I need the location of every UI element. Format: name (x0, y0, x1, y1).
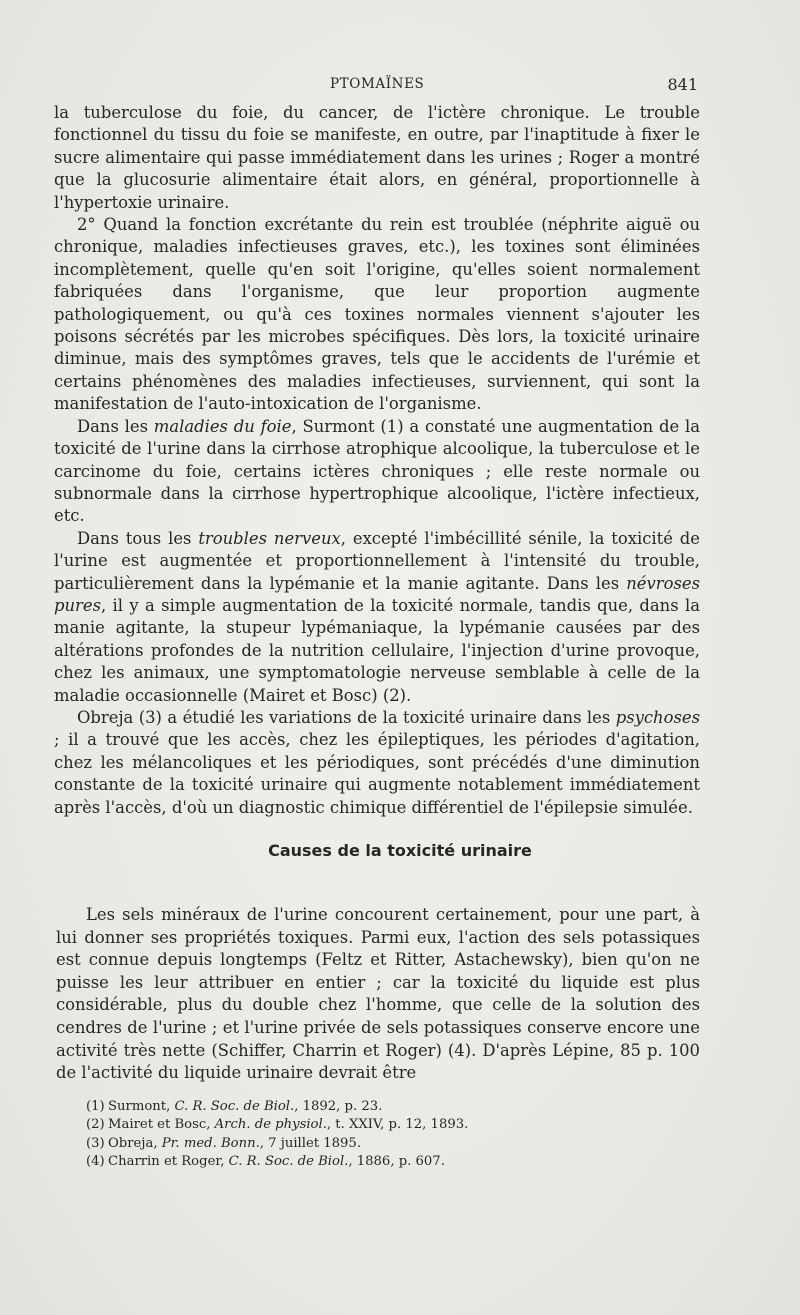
footnote-text: , 1892, p. 23. (294, 1099, 383, 1114)
paragraph-text: Obreja (3) a étudié les variations de la toxicité urinaire dans les (77, 707, 616, 727)
body-text (54, 102, 700, 819)
paragraph-text: 2° Quand la fonction excrétante du rein est troublée (néphrite aiguë ou chronique, maladies infectieuses graves, etc.), les toxines sont éliminées incomplètement, quelle qu'en soit l'origine, qu'elles soient normalement fabriquées dans l'organisme, que leur proportion augmente pathologiquement, ou qu'à ces toxines normales viennent s'ajouter les poisons sécrétés par les microbes spécifiques. Dès lors, la toxicité urinaire diminue, mais des symptômes graves, tels que le accidents de l'urémie et certains phénomènes des maladies infectieuses, surviennent, qui sont la manifestation de l'auto-intoxication de l'organisme. (54, 215, 700, 414)
italic-term: névroses pures (54, 573, 700, 615)
paragraph (54, 528, 700, 707)
footnote-text: Charrin et Roger, (108, 1153, 229, 1169)
footnote-source: Arch. de physiol. (214, 1117, 327, 1133)
footnote-text: , t. XXIV, p. 12, 1893. (326, 1117, 469, 1133)
running-head (52, 76, 698, 96)
footnote-number: (3) (86, 1135, 105, 1151)
paragraph (54, 102, 700, 214)
footnote-number: (4) (86, 1153, 105, 1169)
paragraph-text: Les sels minéraux de l'urine concourent certainement, pour une part, à lui donner ses propriétés toxiques. Parmi eux, l'action des sels potassiques est connue depuis longtemps (Feltz et Ritter, Astachewsky), bien qu'on ne puisse les leur attribuer en entier ; car la toxicité du liquide est plus considérable, plus du double chez l'homme, que celle de la solution des cendres de l'urine ; et l'urine privée de sels potassiques conserve encore une activité très nette (Schiffer, Charrin et Roger) (4). D'après Lépine, 85 p. 100 de l'activité du liquide urinaire devrait être (56, 905, 700, 1083)
footnote-number: (1) (86, 1099, 105, 1114)
footnote-text: , 7 juillet 1895. (259, 1135, 362, 1151)
italic-term: maladies du foie (153, 416, 292, 436)
footnote (86, 1116, 686, 1134)
footnotes (86, 1098, 686, 1171)
paragraph-text: , excepté l'imbécillité sénile, la toxicité de l'urine est augmentée et proportionnellement à l'intensité du trouble, particulièrement dans la lypémanie et la manie agitante. Dans les (54, 528, 700, 593)
paragraph-text: , il y a simple augmentation de la toxicité normale, tandis que, dans la manie agitante, la stupeur lypémaniaque, la lypémanie causées par des altérations profondes de la nutrition cellulaire, l'injection d'urine provoque, chez les animaux, une symptomatologie nerveuse semblable à celle de la maladie occasionnelle (Mairet et Bosc) (2). (54, 595, 700, 705)
paragraph (54, 416, 700, 528)
running-title: PTOMAÏNES (330, 76, 425, 92)
paragraph (54, 707, 700, 819)
paragraph-text: la tuberculose du foie, du cancer, de l'ictère chronique. Le trouble fonctionnel du tissu du foie se manifeste, en outre, par l'inaptitude à fixer le sucre alimentaire qui passe immédiatement dans les urines ; Roger a montré que la glucosurie alimentaire était alors, en général, proportionnelle à l'hypertoxie urinaire. (54, 103, 700, 212)
footnote-text: Obreja, (108, 1135, 162, 1151)
footnote-text: , 1886, p. 607. (348, 1153, 445, 1169)
footnote-source: C. R. Soc. de Biol. (174, 1099, 295, 1114)
paragraph-text: ; il a trouvé que les accès, chez les épileptiques, les périodes d'agitation, chez les mélancoliques et les périodiques, sont précédés d'une diminution constante de la toxicité urinaire qui augmente notablement immédiatement après l'accès, d'où un diagnostic chimique différentiel de l'épilepsie simulée. (54, 730, 700, 817)
footnote-text: Surmont, (108, 1099, 175, 1114)
paragraph-text: Dans les (77, 416, 154, 436)
footnote (86, 1153, 686, 1171)
section-body-text (56, 904, 700, 1085)
footnote (86, 1135, 686, 1153)
paragraph-text: Dans tous les (77, 528, 199, 548)
italic-term: psychoses (615, 707, 700, 727)
footnote-text: Mairet et Bosc, (108, 1117, 215, 1133)
footnote-number: (2) (86, 1117, 105, 1133)
paragraph (56, 904, 700, 1085)
footnote-source: Pr. med. Bonn. (161, 1135, 260, 1151)
page-number: 841 (667, 75, 698, 94)
paragraph-text: , Surmont (1) a constaté une augmentation de la toxicité de l'urine dans la cirrhose atrophique alcoolique, la tuberculose et le carcinome du foie, certains ictères chroniques ; elle reste normale ou subnormale dans la cirrhose hypertrophique alcoolique, l'ictère infectieux, etc. (54, 416, 700, 526)
section-heading: Causes de la toxicité urinaire (268, 841, 532, 860)
italic-term: troubles nerveux (198, 528, 341, 548)
footnote (86, 1098, 686, 1116)
paragraph (54, 214, 700, 416)
footnote-source: C. R. Soc. de Biol. (228, 1153, 349, 1169)
